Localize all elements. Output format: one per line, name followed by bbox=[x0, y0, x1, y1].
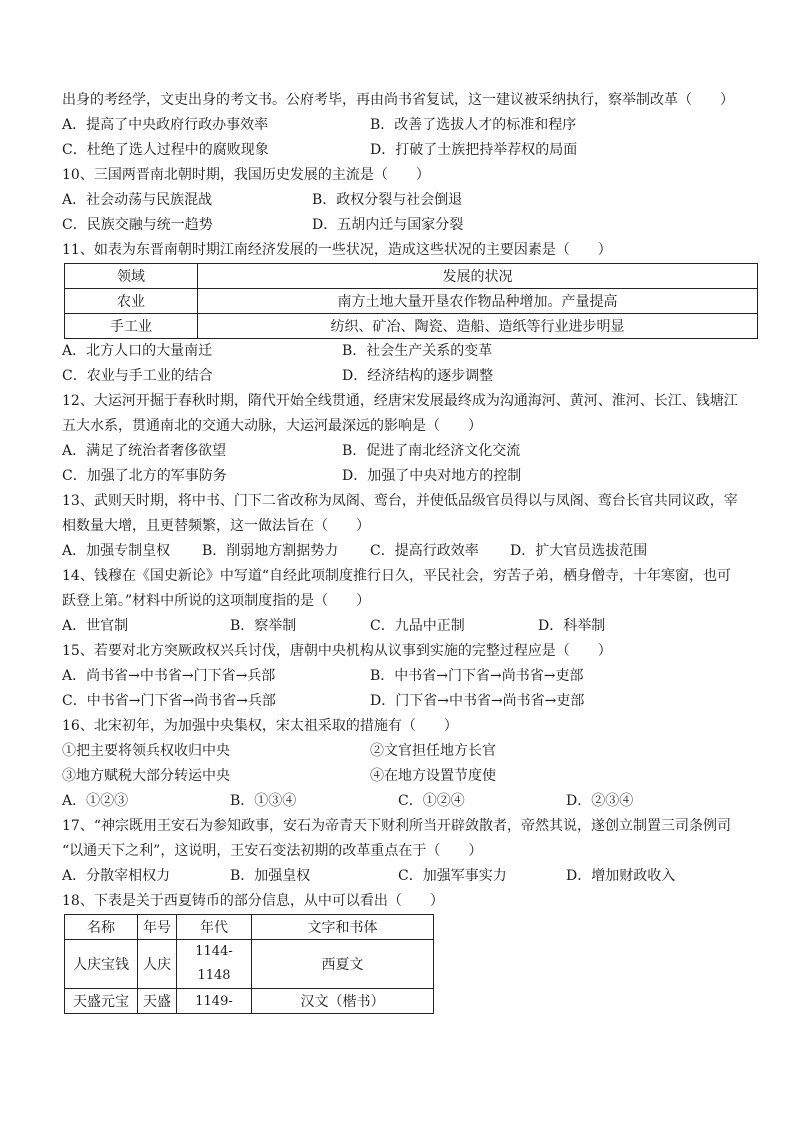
q18-stem: 18、下表是关于西夏铸币的部分信息，从中可以看出（ ） bbox=[62, 893, 444, 909]
q16-item-3: ③地方赋税大部分转运中央 bbox=[62, 768, 230, 784]
q13-option-a[interactable]: A．加强专制皇权 bbox=[62, 543, 171, 559]
q12-option-b[interactable]: B．促进了南北经济文化交流 bbox=[342, 443, 521, 459]
q10-stem: 10、三国两晋南北朝时期，我国历史发展的主流是（ ） bbox=[62, 167, 430, 183]
q16-item-1: ①把主要将领兵权收归中央 bbox=[62, 743, 230, 759]
q11-option-a[interactable]: A．北方人口的大量南迁 bbox=[62, 343, 213, 359]
q16-item-2: ②文官担任地方长官 bbox=[370, 743, 496, 759]
q10-option-a[interactable]: A．社会动荡与民族混战 bbox=[62, 192, 213, 208]
q16-option-a[interactable]: A．①②③ bbox=[62, 793, 129, 809]
q10-options-row-1 bbox=[62, 188, 734, 213]
q17-stem-line-1: 17、“神宗既用王安石为参知政事，安石为帝青天下财利所当开辟敛散者，帝然其说，遂创立制置三司条例司 bbox=[62, 818, 731, 834]
q18-table bbox=[64, 914, 434, 1014]
q16-stem: 16、北宋初年，为加强中央集权，宋太祖采取的措施有（ ） bbox=[62, 718, 458, 734]
q16-item-4: ④在地方设置节度使 bbox=[370, 768, 496, 784]
q18-cell: 西夏文 bbox=[252, 940, 434, 989]
q9-options-row-2 bbox=[62, 138, 734, 163]
q11-header-field: 领域 bbox=[65, 264, 198, 289]
q18-cell: 天盛元宝 bbox=[65, 989, 138, 1014]
q12-option-d[interactable]: D．加强了中央对地方的控制 bbox=[342, 468, 522, 484]
q14-stem-line-1: 14、钱穆在《国史新论》中写道“自经此项制度推行日久，平民社会，穷苦子弟，栖身僧寺，十年寒窗，也可 bbox=[62, 568, 731, 584]
q12-stem-line-2: 五大水系，贯通南北的交通大动脉，大运河最深远的影响是（ ） bbox=[62, 418, 482, 434]
q12-option-c[interactable]: C．加强了北方的军事防务 bbox=[62, 468, 227, 484]
q10-options-row-2 bbox=[62, 213, 734, 238]
q16-items-row-2 bbox=[62, 764, 734, 789]
q13-stem-line-2: 相数量大增，且更替频繁，这一做法旨在（ ） bbox=[62, 518, 370, 534]
exam-page bbox=[62, 88, 738, 1014]
q14-option-c[interactable]: C．九品中正制 bbox=[370, 618, 465, 634]
q12-options-row-1 bbox=[62, 439, 734, 464]
q11-cell: 手工业 bbox=[65, 314, 198, 339]
q9-option-d[interactable]: D．打破了士族把持举荐权的局面 bbox=[370, 142, 578, 158]
q18-cell-years bbox=[177, 940, 252, 989]
table-row bbox=[65, 289, 758, 314]
q15-options-row-1 bbox=[62, 664, 734, 689]
q17-stem-line-2: “以通天下之利”，这说明，王安石变法初期的改革重点在于（ ） bbox=[62, 843, 483, 859]
q18-year-end: 1148 bbox=[197, 968, 231, 983]
q16-option-d[interactable]: D．②③④ bbox=[566, 793, 634, 809]
q11-stem: 11、如表为东晋南朝时期江南经济发展的一些状况，造成这些状况的主要因素是（ ） bbox=[62, 242, 612, 258]
q10-option-d[interactable]: D．五胡内迁与国家分裂 bbox=[312, 217, 464, 233]
q14-option-b[interactable]: B．察举制 bbox=[230, 618, 297, 634]
q15-stem: 15、若要对北方突厥政权兴兵讨伐，唐朝中央机构从议事到实施的完整过程应是（ ） bbox=[62, 643, 612, 659]
q9-option-c[interactable]: C．杜绝了选人过程中的腐败现象 bbox=[62, 142, 269, 158]
table-row bbox=[65, 940, 434, 989]
q15-option-a[interactable]: A．尚书省→中书省→门下省→兵部 bbox=[62, 668, 276, 684]
q13-options-row bbox=[62, 539, 734, 564]
q18-cell: 天盛 bbox=[138, 989, 177, 1014]
table-row bbox=[65, 989, 434, 1014]
q15-option-c[interactable]: C．中书省→门下省→尚书省→兵部 bbox=[62, 693, 276, 709]
q15-option-d[interactable]: D．门下省→中书省→尚书省→吏部 bbox=[370, 693, 585, 709]
q9-option-b[interactable]: B．改善了选拔人才的标准和程序 bbox=[370, 117, 577, 133]
q11-table bbox=[64, 263, 758, 339]
q11-cell: 南方土地大量开垦农作物品种增加。产量提高 bbox=[198, 289, 758, 314]
q11-option-d[interactable]: D．经济结构的逐步调整 bbox=[342, 368, 494, 384]
q16-items-row-1 bbox=[62, 739, 734, 764]
q18-cell: 人庆宝钱 bbox=[65, 940, 138, 989]
q12-option-a[interactable]: A．满足了统治者奢侈欲望 bbox=[62, 443, 227, 459]
q17-option-b[interactable]: B．加强皇权 bbox=[230, 868, 311, 884]
q18-year-start: 1144- bbox=[195, 944, 233, 959]
table-row bbox=[65, 915, 434, 940]
q11-header-status: 发展的状况 bbox=[198, 264, 758, 289]
q14-options-row bbox=[62, 614, 734, 639]
q16-options-row bbox=[62, 789, 734, 814]
table-row bbox=[65, 264, 758, 289]
q18-header-script: 文字和书体 bbox=[252, 915, 434, 940]
q12-options-row-2 bbox=[62, 464, 734, 489]
q13-option-b[interactable]: B．削弱地方割据势力 bbox=[202, 543, 339, 559]
q18-header-era-name: 年号 bbox=[138, 915, 177, 940]
q14-option-d[interactable]: D．科举制 bbox=[538, 618, 606, 634]
q18-cell: 1149- bbox=[177, 989, 252, 1014]
q14-option-a[interactable]: A．世官制 bbox=[62, 618, 129, 634]
q17-option-d[interactable]: D．增加财政收入 bbox=[566, 868, 676, 884]
q13-stem-line-1: 13、武则天时期，将中书、门下二省改称为凤阁、鸾台，并使低品级官员得以与凤阁、鸾台长官共同议政，宰 bbox=[62, 493, 738, 509]
q9-option-a[interactable]: A．提高了中央政府行政办事效率 bbox=[62, 117, 269, 133]
q11-cell: 农业 bbox=[65, 289, 198, 314]
q16-option-c[interactable]: C．①②④ bbox=[398, 793, 465, 809]
q18-header-name: 名称 bbox=[65, 915, 138, 940]
q13-option-d[interactable]: D．扩大官员选拔范围 bbox=[510, 543, 648, 559]
q17-option-a[interactable]: A．分散宰相权力 bbox=[62, 868, 171, 884]
q18-cell: 汉文（楷书） bbox=[252, 989, 434, 1014]
q11-cell: 纺织、矿冶、陶瓷、造船、造纸等行业进步明显 bbox=[198, 314, 758, 339]
q18-cell: 人庆 bbox=[138, 940, 177, 989]
q17-option-c[interactable]: C．加强军事实力 bbox=[398, 868, 507, 884]
q18-header-years: 年代 bbox=[177, 915, 252, 940]
q17-options-row bbox=[62, 864, 734, 889]
q10-option-c[interactable]: C．民族交融与统一趋势 bbox=[62, 217, 213, 233]
q13-option-c[interactable]: C．提高行政效率 bbox=[370, 543, 479, 559]
q15-options-row-2 bbox=[62, 689, 734, 714]
q9-stem: 出身的考经学，文吏出身的考文书。公府考毕，再由尚书省复试，这一建议被采纳执行，察举制改革（ ） bbox=[62, 92, 734, 108]
q11-option-b[interactable]: B．社会生产关系的变革 bbox=[342, 343, 493, 359]
q9-options-row-1 bbox=[62, 113, 734, 138]
q12-stem-line-1: 12、大运河开掘于春秋时期，隋代开始全线贯通，经唐宋发展最终成为沟通海河、黄河、淮河、长江、钱塘江 bbox=[62, 393, 738, 409]
q16-option-b[interactable]: B．①③④ bbox=[230, 793, 297, 809]
q14-stem-line-2: 跃登上第。”材料中所说的这项制度指的是（ ） bbox=[62, 593, 371, 609]
q11-options-row-1 bbox=[62, 339, 734, 364]
q15-option-b[interactable]: B．中书省→门下省→尚书省→吏部 bbox=[370, 668, 584, 684]
q10-option-b[interactable]: B．政权分裂与社会倒退 bbox=[312, 192, 463, 208]
q11-options-row-2 bbox=[62, 364, 734, 389]
table-row bbox=[65, 314, 758, 339]
q11-option-c[interactable]: C．农业与手工业的结合 bbox=[62, 368, 213, 384]
